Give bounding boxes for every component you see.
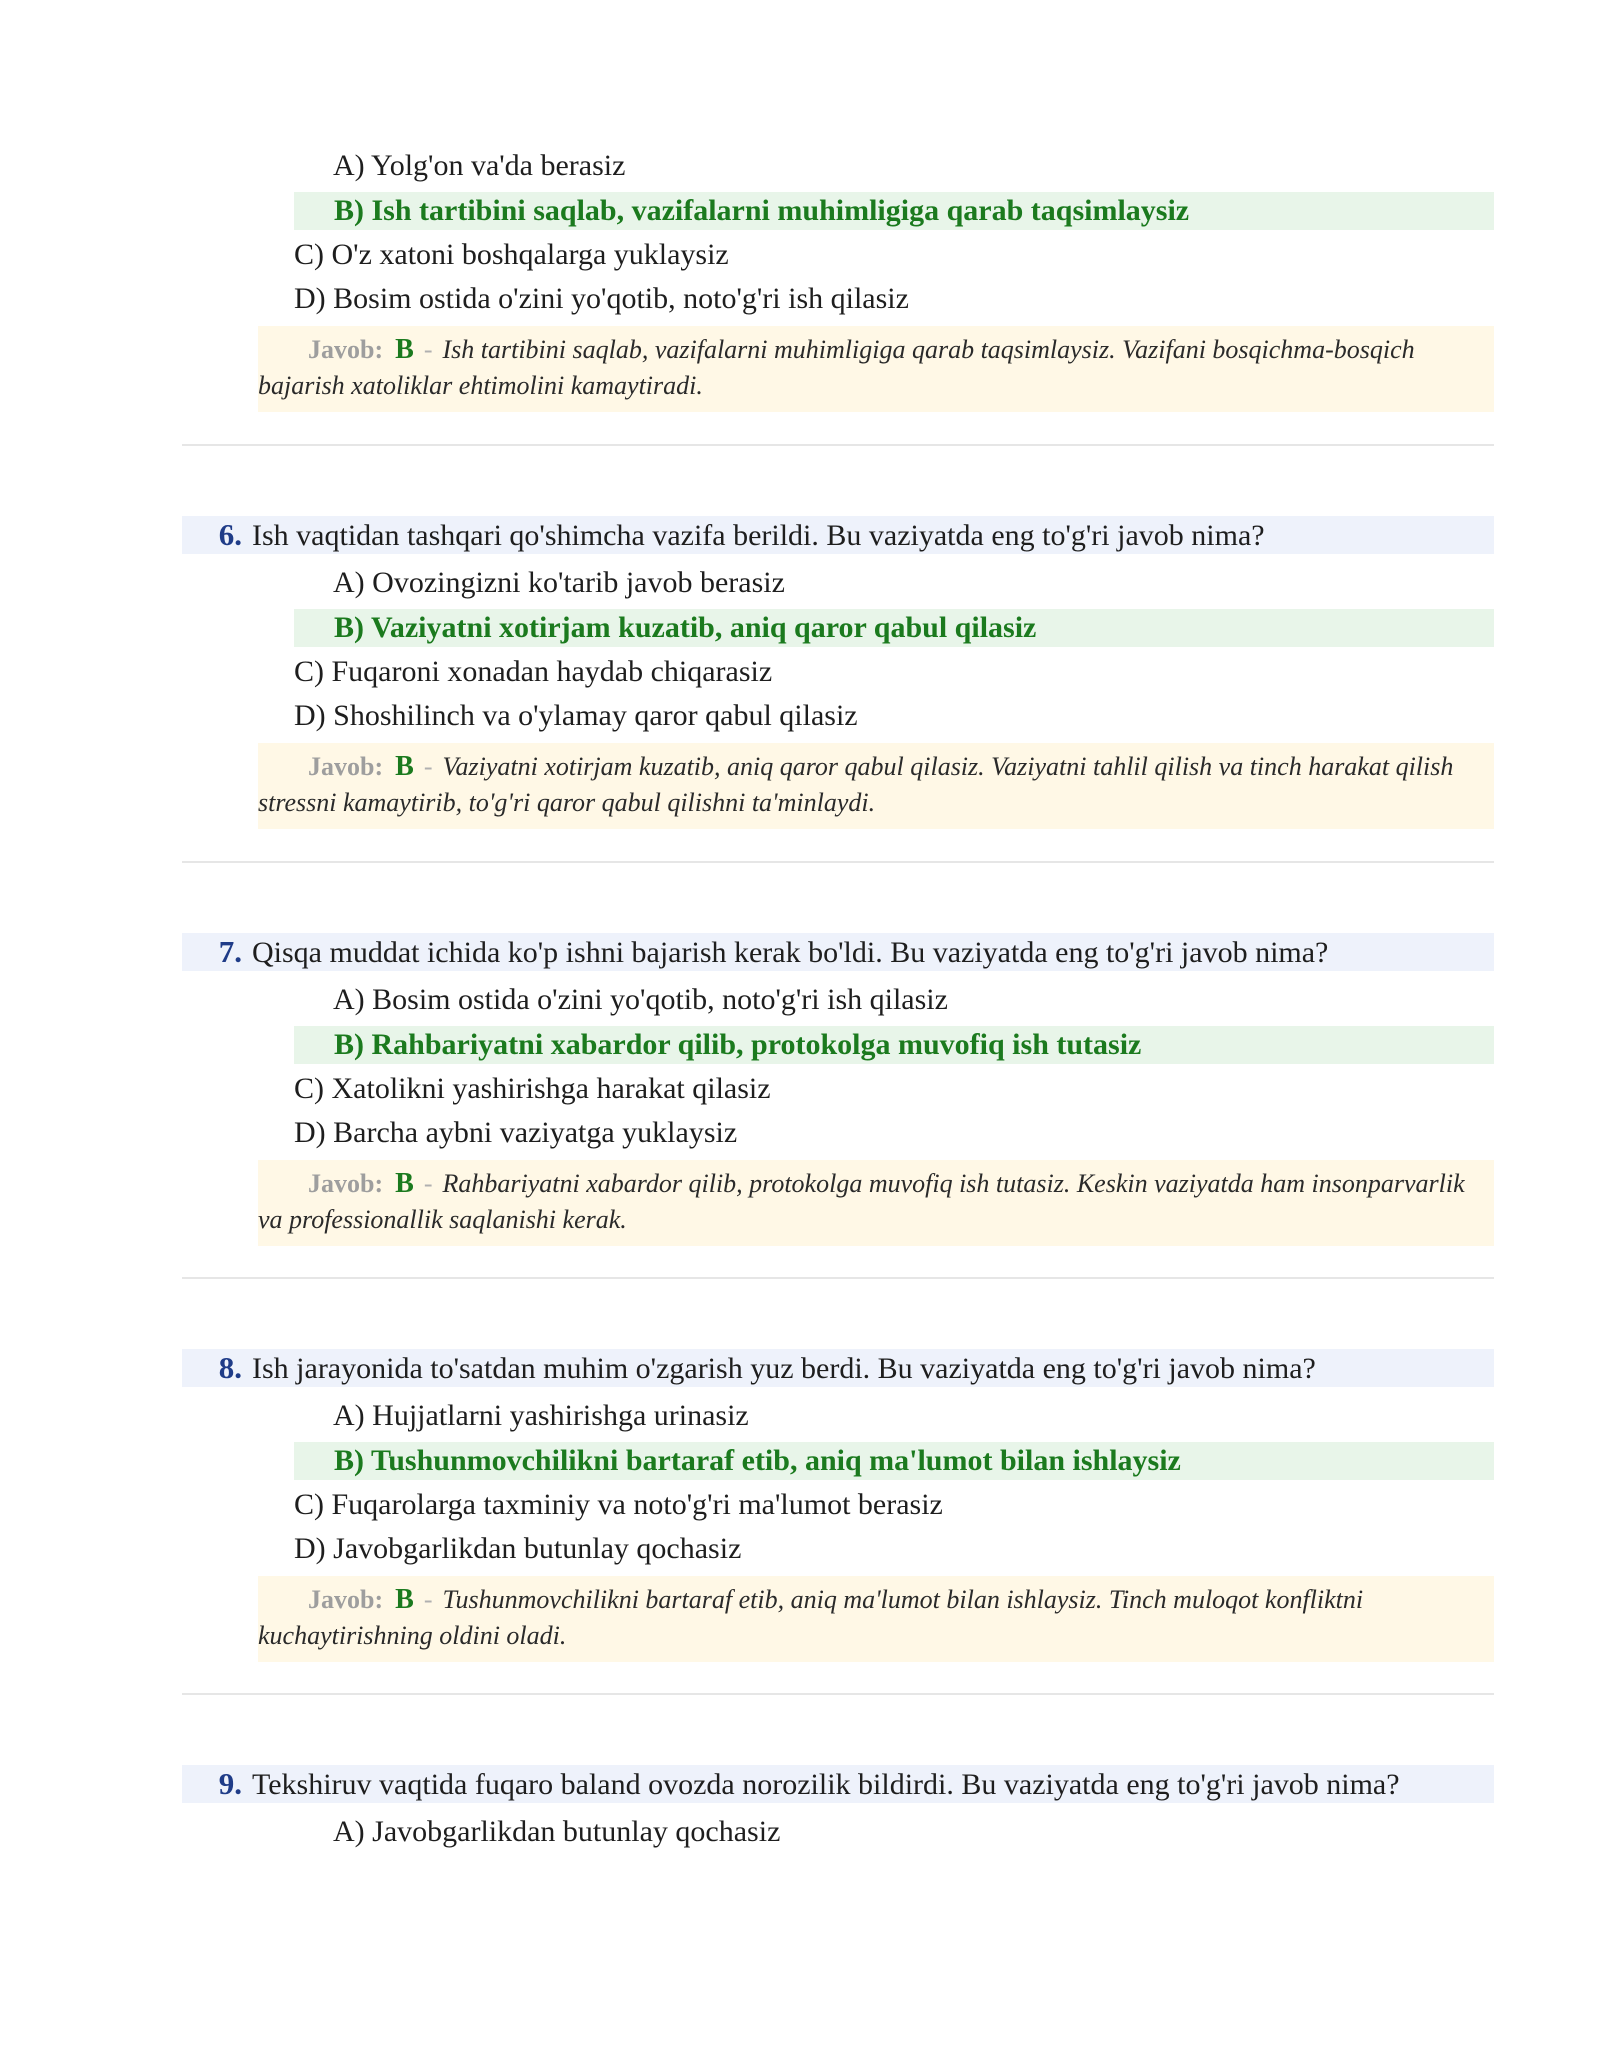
question-number: 8. <box>218 1350 242 1385</box>
q6-answer-box <box>258 743 1494 829</box>
answer-label: Javob: <box>308 752 384 781</box>
answer-explanation: Vaziyatni xotirjam kuzatib, aniq qaror qabul qilasiz. Vaziyatni tahlil qilish va tinch harakat qilish stressni kamaytirib, to'g'ri qaror qabul qilishni ta'minlaydi. <box>258 752 1454 817</box>
q5-answer-box <box>258 326 1494 412</box>
q6-option-c: C) Fuqaroni xonadan haydab chiqarasiz <box>294 655 773 688</box>
answer-label: Javob: <box>308 1169 384 1198</box>
answer-explanation: Ish tartibini saqlab, vazifalarni muhimligiga qarab taqsimlaysiz. Vazifani bosqichma-bosqich bajarish xatoliklar ehtimolini kamaytiradi. <box>258 335 1415 400</box>
question-6 <box>182 516 1494 554</box>
q7-option-c: C) Xatolikni yashirishga harakat qilasiz <box>294 1072 771 1105</box>
answer-explanation: Rahbariyatni xabardor qilib, protokolga muvofiq ish tutasiz. Keskin vaziyatda ham insonparvarlik va professionallik saqlanishi kerak. <box>258 1169 1465 1234</box>
question-8 <box>182 1349 1494 1387</box>
divider <box>182 1693 1494 1695</box>
q5-option-c: C) O'z xatoni boshqalarga yuklaysiz <box>294 238 729 271</box>
q6-option-a: A) Ovozingizni ko'tarib javob berasiz <box>333 566 785 599</box>
question-number: 6. <box>218 517 242 552</box>
answer-explanation: Tushunmovchilikni bartaraf etib, aniq ma'lumot bilan ishlaysiz. Tinch muloqot konfliktni kuchaytirishning oldini oladi. <box>258 1585 1364 1650</box>
divider <box>182 1277 1494 1279</box>
question-7 <box>182 933 1494 971</box>
divider <box>182 444 1494 446</box>
q7-answer-box <box>258 1160 1494 1246</box>
question-number: 7. <box>218 934 242 969</box>
question-text: Ish vaqtidan tashqari qo'shimcha vazifa berildi. Bu vaziyatda eng to'g'ri javob nima? <box>252 519 1265 552</box>
q7-option-d: D) Barcha aybni vaziyatga yuklaysiz <box>294 1116 738 1149</box>
q6-option-d: D) Shoshilinch va o'ylamay qaror qabul qilasiz <box>294 699 858 732</box>
divider <box>182 861 1494 863</box>
answer-letter: B <box>395 1168 414 1199</box>
question-9 <box>182 1765 1494 1803</box>
question-text: Tekshiruv vaqtida fuqaro baland ovozda norozilik bildirdi. Bu vaziyatda eng to'g'ri javob nima? <box>252 1768 1400 1801</box>
q5-option-d: D) Bosim ostida o'zini yo'qotib, noto'g'ri ish qilasiz <box>294 282 909 315</box>
q7-option-a: A) Bosim ostida o'zini yo'qotib, noto'g'ri ish qilasiz <box>333 983 948 1016</box>
q9-option-a: A) Javobgarlikdan butunlay qochasiz <box>333 1815 781 1848</box>
q7-option-b-correct: B) Rahbariyatni xabardor qilib, protokolga muvofiq ish tutasiz <box>294 1026 1494 1064</box>
question-number: 9. <box>218 1766 242 1801</box>
q5-option-a: A) Yolg'on va'da berasiz <box>333 149 626 182</box>
q8-option-a: A) Hujjatlarni yashirishga urinasiz <box>333 1399 749 1432</box>
q5-option-b-correct: B) Ish tartibini saqlab, vazifalarni muhimligiga qarab taqsimlaysiz <box>294 192 1494 230</box>
q6-option-b-correct: B) Vaziyatni xotirjam kuzatib, aniq qaror qabul qilasiz <box>294 609 1494 647</box>
question-text: Ish jarayonida to'satdan muhim o'zgarish yuz berdi. Bu vaziyatda eng to'g'ri javob nima? <box>252 1352 1316 1385</box>
q8-option-b-correct: B) Tushunmovchilikni bartaraf etib, aniq ma'lumot bilan ishlaysiz <box>294 1442 1494 1480</box>
answer-dash: - <box>423 752 433 781</box>
answer-label: Javob: <box>308 1585 384 1614</box>
answer-dash: - <box>423 1585 433 1614</box>
answer-label: Javob: <box>308 335 384 364</box>
question-text: Qisqa muddat ichida ko'p ishni bajarish kerak bo'ldi. Bu vaziyatda eng to'g'ri javob nima? <box>252 936 1329 969</box>
answer-dash: - <box>423 335 433 364</box>
q8-option-c: C) Fuqarolarga taxminiy va noto'g'ri ma'lumot berasiz <box>294 1488 943 1521</box>
answer-letter: B <box>395 334 414 365</box>
q8-option-d: D) Javobgarlikdan butunlay qochasiz <box>294 1532 742 1565</box>
answer-dash: - <box>423 1169 433 1198</box>
q8-answer-box <box>258 1576 1494 1662</box>
answer-letter: B <box>395 1584 414 1615</box>
answer-letter: B <box>395 751 414 782</box>
